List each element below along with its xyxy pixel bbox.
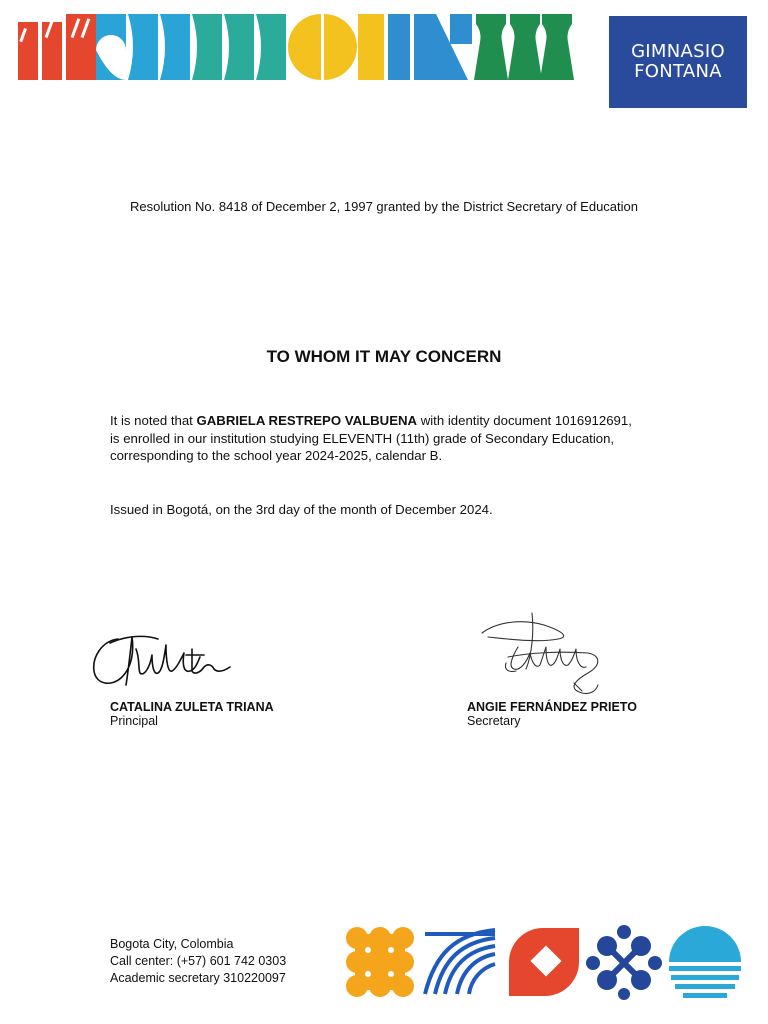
certificate-body: [110, 412, 670, 465]
banner-red-stripes: [18, 14, 96, 80]
body-line-1: [110, 412, 670, 430]
header-decorative-banner: [18, 14, 574, 80]
footer-call-center: Call center: (+57) 601 742 0303: [110, 954, 287, 968]
resolution-line: Resolution No. 8418 of December 2, 1997 granted by the District Secretary of Education: [129, 199, 638, 214]
logo-line-2: FONTANA: [634, 61, 722, 82]
banner-blue-shapes: [96, 14, 190, 80]
banner-darkblue-shapes: [388, 14, 472, 80]
secretary-signature: [478, 607, 613, 702]
signer-name: ANGIE FERNÁNDEZ PRIETO: [467, 700, 637, 714]
footer-contact: [110, 936, 286, 987]
page-title: TO WHOM IT MAY CONCERN: [266, 347, 502, 366]
body-prefix: It is noted that: [110, 413, 197, 428]
cyan-sun-icon: [669, 926, 741, 998]
banner-green-shapes: [474, 14, 574, 80]
footer-decorative-icons: [345, 924, 750, 1000]
principal-signature: [88, 625, 238, 695]
banner-yellow-shapes: [288, 14, 384, 80]
school-logo: [609, 16, 747, 108]
logo-line-1: GIMNASIO: [631, 41, 725, 62]
body-line-2: is enrolled in our institution studying ELEVENTH (11th) grade of Secondary Education,: [110, 430, 615, 446]
signer-name: CATALINA ZULETA TRIANA: [110, 700, 274, 714]
footer-academic-secretary: Academic secretary 310220097: [110, 971, 286, 985]
blue-arches-icon: [425, 930, 495, 994]
issued-statement: Issued in Bogotá, on the 3rd day of the month of December 2024.: [110, 502, 493, 517]
yellow-dots-icon: [346, 927, 414, 997]
body-line-3: corresponding to the school year 2024-2025, calendar B.: [110, 448, 443, 463]
signer-role: Principal: [110, 714, 158, 728]
signer-secretary: [467, 700, 637, 728]
footer-city: Bogota City, Colombia: [110, 937, 234, 951]
body-line-1-rest: with identity document 1016912691,: [417, 413, 632, 428]
student-name: GABRIELA RESTREPO VALBUENA: [196, 413, 418, 428]
banner-teal-shapes: [192, 14, 286, 80]
signer-role: Secretary: [467, 714, 521, 728]
signer-principal: [110, 700, 274, 728]
